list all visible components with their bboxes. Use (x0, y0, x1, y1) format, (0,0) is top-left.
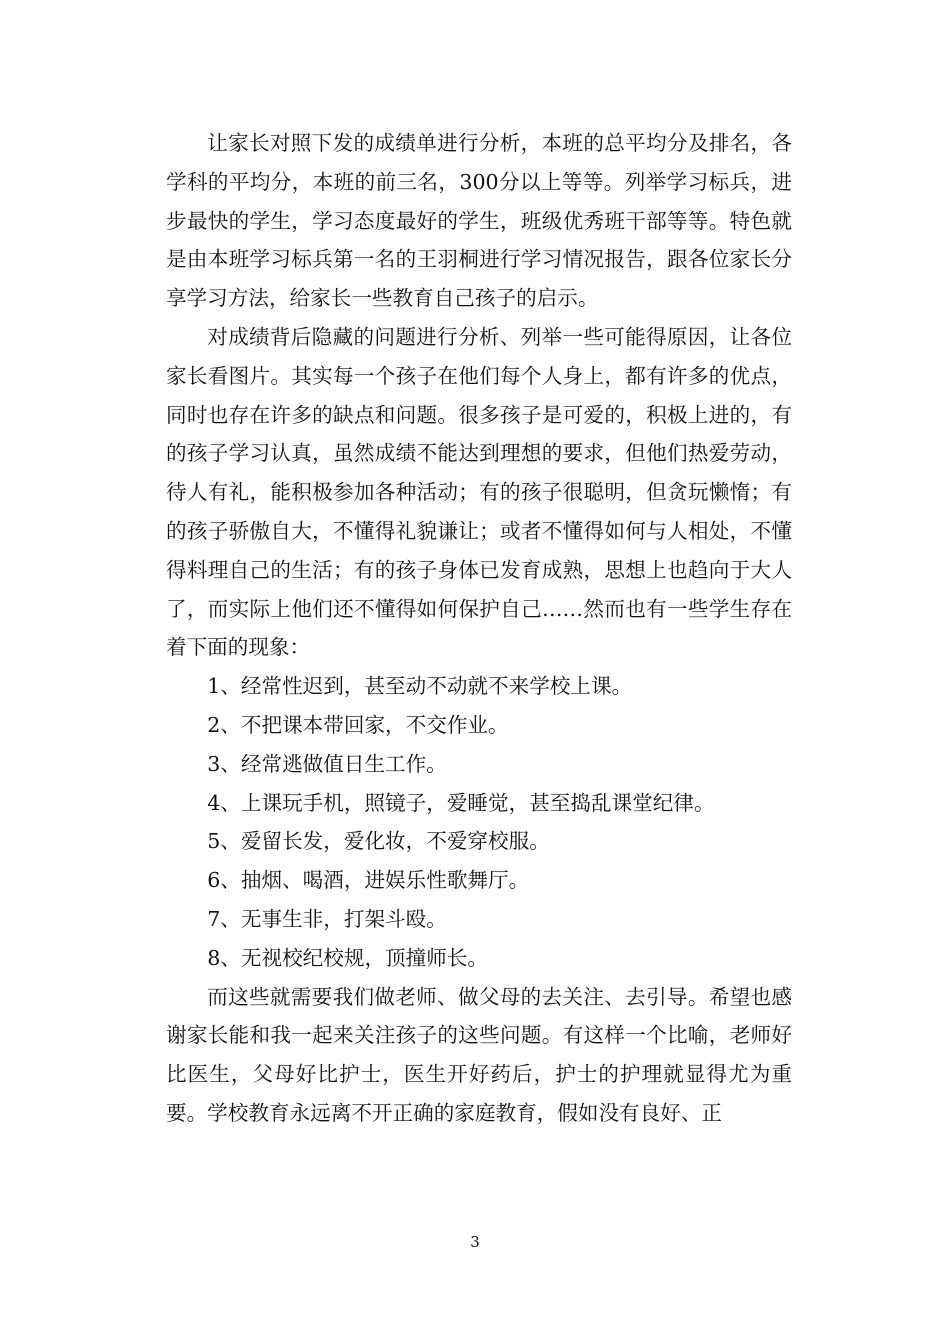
problem-list (166, 667, 792, 977)
paragraph-problem-analysis: 对成绩背后隐藏的问题进行分析、列举一些可能得原因，让各位家长看图片。其实每一个孩子在他们每个人身上，都有许多的优点，同时也存在许多的缺点和问题。很多孩子是可爱的，积极上进的，有的孩子学习认真，虽然成绩不能达到理想的要求，但他们热爱劳动，待人有礼，能积极参加各种活动；有的孩子很聪明，但贪玩懒惰；有的孩子骄傲自大，不懂得礼貌谦让；或者不懂得如何与人相处，不懂得料理自己的生活；有的孩子身体已发育成熟，思想上也趋向于大人了，而实际上他们还不懂得如何保护自己……然而也有一些学生存在着下面的现象： (166, 324, 792, 660)
list-item: 4、上课玩手机，照镜子，爱睡觉，甚至捣乱课堂纪律。 (207, 790, 715, 815)
page-number: 3 (470, 1233, 480, 1251)
list-item: 8、无视校纪校规，顶撞师长。 (207, 945, 489, 970)
document-body (166, 124, 792, 1133)
list-item: 5、爱留长发，爱化妆，不爱穿校服。 (207, 829, 550, 854)
paragraph-grade-analysis: 让家长对照下发的成绩单进行分析，本班的总平均分及排名，各学科的平均分，本班的前三名，300分以上等等。列举学习标兵，进步最快的学生，学习态度最好的学生，班级优秀班干部等等。特色就是由本班学习标兵第一名的王羽桐进行学习情况报告，跟各位家长分享学习方法，给家长一些教育自己孩子的启示。 (166, 131, 792, 311)
list-item: 7、无事生非，打架斗殴。 (207, 906, 447, 931)
list-item: 6、抽烟、喝酒，进娱乐性歌舞厅。 (207, 868, 530, 893)
list-item: 1、经常性迟到，甚至动不动就不来学校上课。 (207, 674, 633, 699)
list-item: 2、不把课本带回家，不交作业。 (207, 712, 509, 737)
paragraph-guidance: 而这些就需要我们做老师、做父母的去关注、去引导。希望也感谢家长能和我一起来关注孩子的这些问题。有这样一个比喻，老师好比医生，父母好比护士，医生开好药后，护士的护理就显得尤为重要。学校教育永远离不开正确的家庭教育，假如没有良好、正 (166, 984, 792, 1125)
list-item: 3、经常逃做值日生工作。 (207, 751, 447, 776)
